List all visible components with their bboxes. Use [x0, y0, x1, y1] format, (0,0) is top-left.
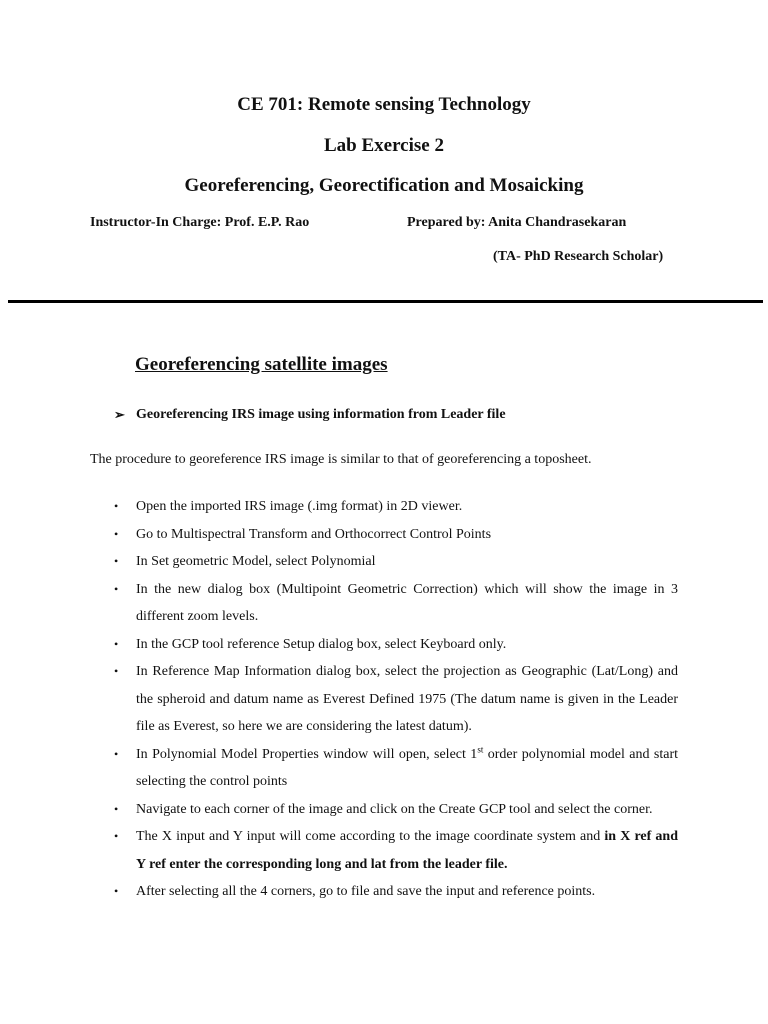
step-text-emphasis: in X ref and Y ref enter the corresponding long and lat from the leader file. [136, 829, 678, 872]
list-item [114, 823, 678, 878]
step-text: Navigate to each corner of the image and click on the Create GCP tool and select the corner. [136, 801, 653, 817]
bullet-icon: • [114, 801, 119, 816]
intro-paragraph: The procedure to georeference IRS image is similar to that of georeferencing a toposheet. [90, 452, 592, 467]
arrow-bullet-icon: ➢ [114, 407, 125, 422]
list-item [114, 548, 678, 576]
bullet-icon: • [114, 636, 119, 651]
section-heading: Georeferencing satellite images [135, 354, 388, 375]
step-text: In the new dialog box (Multipoint Geometric Correction) which will show the image in 3 different zoom levels. [136, 581, 678, 624]
step-text-part: The X input and Y input will come according to the image coordinate system and [136, 829, 605, 844]
bullet-icon: • [114, 499, 119, 513]
list-item [114, 796, 678, 824]
bullet-icon: • [114, 526, 119, 541]
ta-note: (TA- PhD Research Scholar) [493, 249, 664, 264]
bullet-icon: • [114, 829, 119, 843]
bullet-icon: • [114, 554, 119, 568]
prepared-by-line: Prepared by: Anita Chandrasekaran [407, 215, 627, 230]
procedure-steps-list [114, 493, 678, 906]
bullet-icon: • [114, 884, 119, 898]
list-item [114, 576, 678, 631]
sub-heading-text: Georeferencing IRS image using information from Leader file [136, 407, 506, 422]
step-text: In the GCP tool reference Setup dialog box, select Keyboard only. [136, 636, 507, 652]
list-item [114, 658, 678, 741]
topic-title: Georeferencing, Georectification and Mosaicking [184, 175, 584, 196]
list-item [114, 741, 678, 796]
list-item [114, 631, 678, 659]
list-item [114, 493, 678, 521]
horizontal-divider [8, 300, 763, 303]
sub-heading [114, 406, 506, 424]
step-text: Go to Multispectral Transform and Orthocorrect Control Points [136, 526, 492, 542]
course-title: CE 701: Remote sensing Technology [237, 94, 531, 115]
step-text: In Reference Map Information dialog box, select the projection as Geographic (Lat/Long) and the spheroid and datum name as Everest Defined 1975 (The datum name is given in the Leader file as Everest, so here we are considering the latest datum). [136, 664, 678, 734]
step-text: Open the imported IRS image (.img format) in 2D viewer. [136, 499, 463, 514]
exercise-title: Lab Exercise 2 [324, 135, 444, 156]
bullet-icon: • [114, 664, 119, 678]
bullet-icon: • [114, 581, 119, 596]
step-text-part: In Polynomial Model Properties window will open, select 1 [136, 746, 478, 762]
ordinal-superscript: st [477, 743, 484, 754]
step-text: After selecting all the 4 corners, go to file and save the input and reference points. [136, 884, 596, 899]
bullet-icon: • [114, 746, 119, 761]
instructor-line: Instructor-In Charge: Prof. E.P. Rao [90, 215, 310, 230]
list-item [114, 521, 678, 549]
list-item [114, 878, 678, 906]
step-text-part: order polynomial model and start selecting the control points [136, 746, 679, 789]
step-text: In Set geometric Model, select Polynomial [136, 554, 376, 569]
